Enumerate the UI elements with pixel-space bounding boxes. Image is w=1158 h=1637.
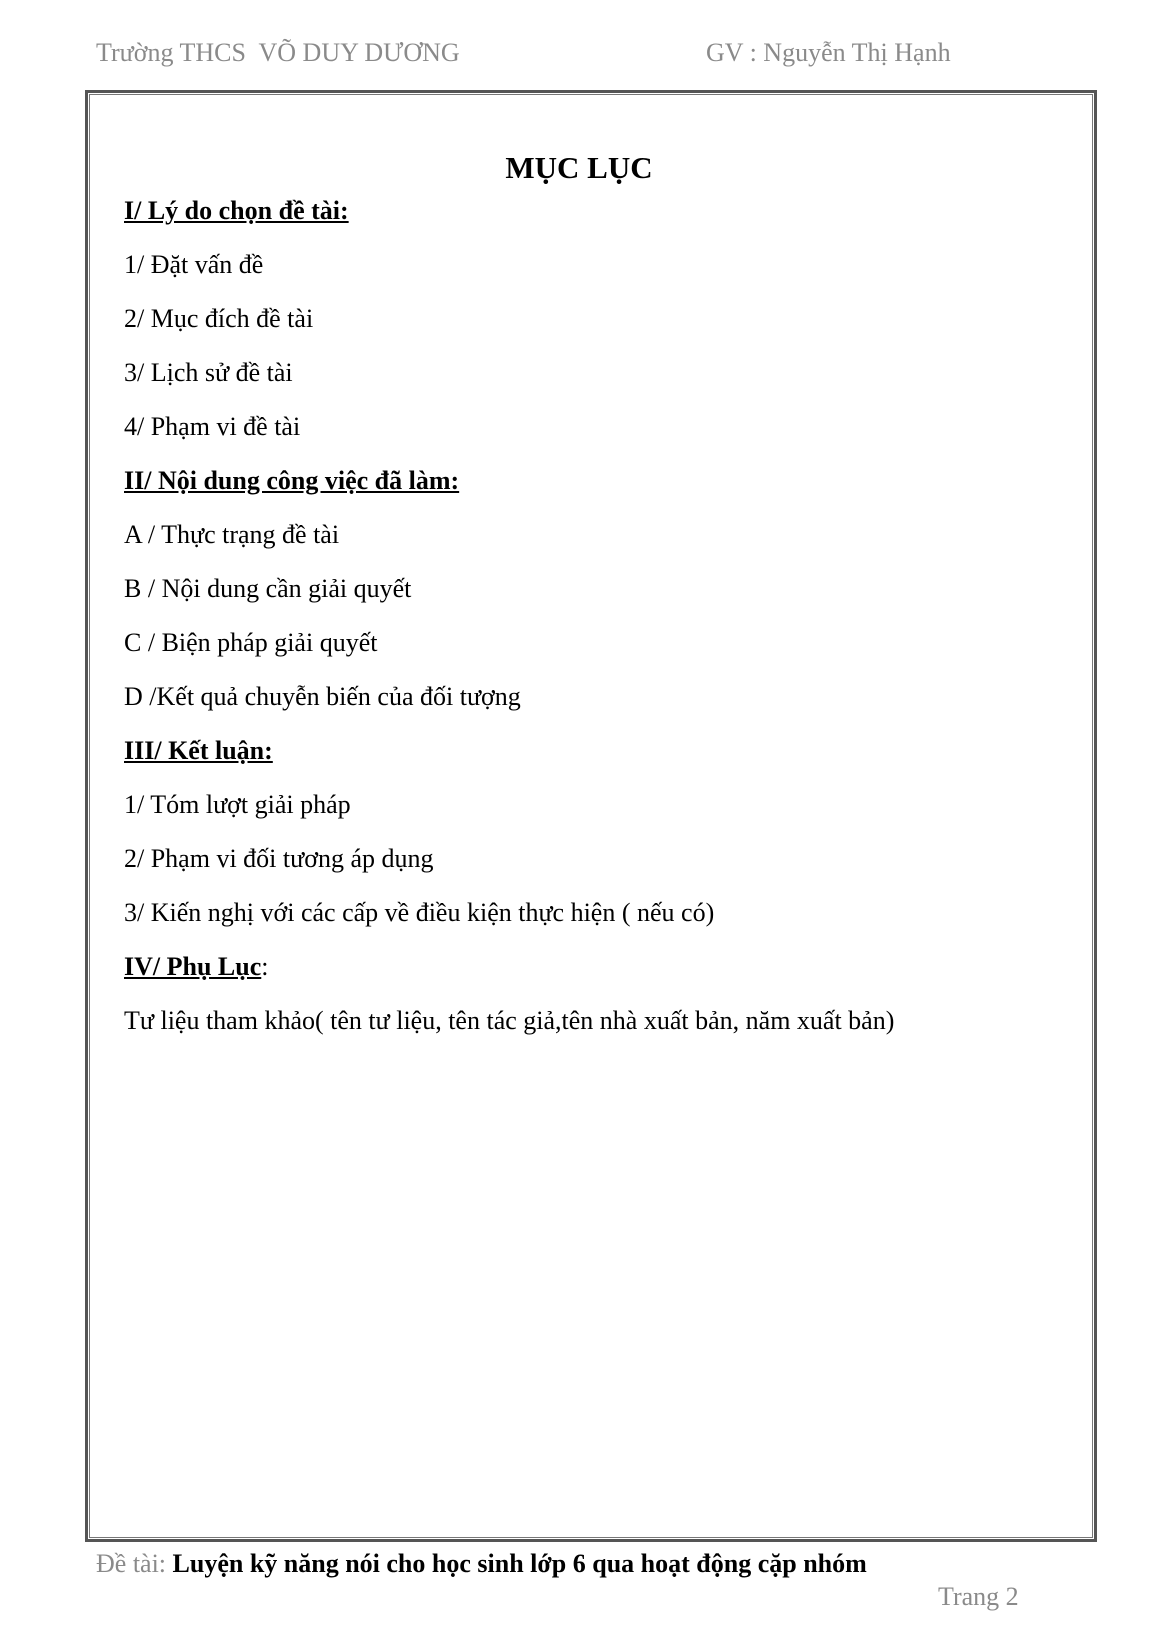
footer-topic-title: Luyện kỹ năng nói cho học sinh lớp 6 qua hoạt động cặp nhóm	[172, 1549, 867, 1578]
toc-item: D /Kết quả chuyễn biến của đối tượng	[124, 682, 521, 711]
toc-item: B / Nội dung cần giải quyết	[124, 574, 412, 603]
page-title: MỤC LỤC	[505, 150, 653, 185]
toc-section-heading-appendix	[124, 952, 269, 982]
toc-section-heading: III/ Kết luận:	[124, 736, 273, 765]
toc-item: 3/ Kiến nghị với các cấp về điều kiện thực hiện ( nếu có)	[124, 898, 715, 927]
toc-item: Tư liệu tham khảo( tên tư liệu, tên tác giả,tên nhà xuất bản, năm xuất bản)	[124, 1006, 895, 1035]
footer-topic-label: Đề tài:	[96, 1549, 173, 1578]
toc-item: 3/ Lịch sử đề tài	[124, 358, 293, 387]
toc-item: 2/ Mục đích đề tài	[124, 304, 314, 333]
toc-section-heading: II/ Nội dung công việc đã làm:	[124, 466, 460, 495]
footer-topic	[96, 1549, 867, 1579]
toc-appendix-heading-colon: :	[261, 952, 269, 981]
toc-appendix-heading-text: IV/ Phụ Lục	[124, 952, 262, 981]
header-teacher-name: GV : Nguyễn Thị Hạnh	[706, 38, 951, 67]
toc-item: 1/ Tóm lượt giải pháp	[124, 790, 351, 819]
page-number: Trang 2	[938, 1582, 1019, 1611]
toc-section-heading: I/ Lý do chọn đề tài:	[124, 196, 349, 225]
toc-item: A / Thực trạng đề tài	[124, 520, 340, 549]
toc-item: 4/ Phạm vi đề tài	[124, 412, 301, 441]
toc-item: 2/ Phạm vi đối tương áp dụng	[124, 844, 434, 873]
toc-item: 1/ Đặt vấn đề	[124, 250, 264, 279]
toc-item: C / Biện pháp giải quyết	[124, 628, 378, 657]
header-school-name: Trường THCS VÕ DUY DƯƠNG	[96, 38, 460, 67]
